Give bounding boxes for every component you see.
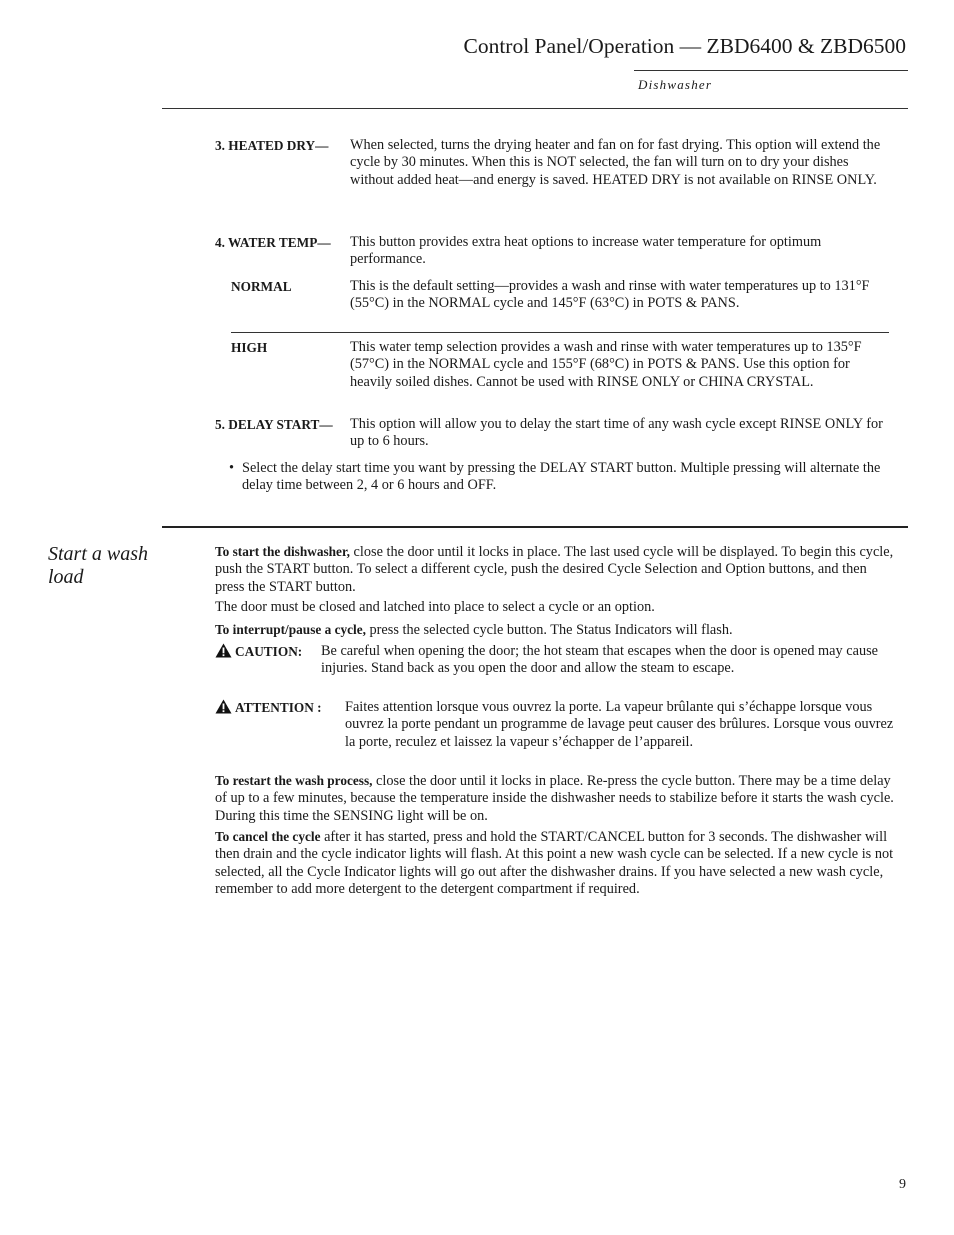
caution-block (215, 643, 895, 678)
option-text: When selected, turns the drying heater and fan on for fast drying. This option will extend the cycle by 30 minutes. When this is NOT selected, the fan will turn on to dry your dishes without added heat—and energy is saved. HEATED DRY is not available on RINSE ONLY. (350, 137, 881, 188)
attention-label-wrap (215, 699, 322, 716)
section-divider-thick (162, 526, 908, 528)
caution-text: Be careful when opening the door; the hot steam that escapes when the door is opened may cause injuries. Stand back as you open the door and allow the steam to escape. (321, 643, 878, 677)
bullet-dot: • (229, 460, 235, 476)
section-heading: Start a wash load (48, 543, 149, 588)
para-text: after it has started, press and hold the START/CANCEL button for 3 seconds. The dishwasher will then drain and the cycle indicator lights will flash. At this point a new wash cycle can be selected. If a new cycle is not selected, all the Cycle Indicator lights will go out after the dishwasher drains. If you have selected a new wash cycle, remember to add more detergent to the detergent compartment if required. (215, 829, 894, 897)
caution-label: CAUTION: (235, 644, 303, 659)
para-lead: To start the dishwasher, (215, 544, 350, 559)
page-number: 9 (899, 1177, 906, 1192)
option-text: This option will allow you to delay the start time of any wash cycle except RINSE ONLY for up to 6 hours. (350, 416, 883, 450)
para-text: press the selected cycle button. The Status Indicators will flash. (365, 622, 733, 638)
sub-option-label: HIGH (231, 340, 268, 355)
delay-start-bullet (229, 460, 894, 495)
para-cancel (215, 828, 895, 898)
option-heated-dry (215, 137, 895, 189)
sub-option-divider (231, 332, 889, 333)
sub-option-text: This water temp selection provides a wash and rinse with water temperatures up to 135°F (57°C) in the NORMAL cycle and 155°F (68°C) in POTS & PANS. Use this option for heavily soiled dishes. Cannot be used with RINSE ONLY or CHINA CRYSTAL. (350, 339, 862, 390)
attention-text: Faites attention lorsque vous ouvrez la porte. La vapeur brûlante qui s’échappe lorsque vous ouvrez la porte pendant un programme de lavage peut causer des brûlures. Lorsque vous ouvrez la porte, reculez et laissez la vapeur s’échapper de l’appareil. (345, 699, 894, 750)
water-temp-high (231, 339, 891, 391)
option-water-temp (215, 234, 895, 269)
option-delay-start (215, 416, 895, 451)
para-interrupt (215, 621, 895, 639)
bullet-text: Select the delay start time you want by pressing the DELAY START button. Multiple pressing will alternate the delay time between 2, 4 or 6 hours and OFF. (242, 460, 881, 494)
warning-triangle-icon (215, 699, 232, 714)
page-subtitle: Dishwasher (638, 77, 713, 92)
page-title: Control Panel/Operation — ZBD6400 & ZBD6500 (463, 34, 906, 58)
water-temp-normal (231, 278, 891, 313)
para-lead: To restart the wash process, (215, 773, 373, 788)
sub-option-text: This is the default setting—provides a wash and rinse with water temperatures up to 131°F (55°C) in the NORMAL cycle and 145°F (63°C) in POTS & PANS. (350, 278, 870, 312)
caution-label-wrap (215, 643, 302, 660)
header-rule (634, 70, 908, 71)
warning-triangle-icon (215, 643, 232, 658)
para-text: close the door until it locks in place. Re-press the cycle button. There may be a time delay of up to a few minutes, because the temperature inside the dishwasher needs to stabilize before it starts the wash cycle. During this time the SENSING light will be on. (215, 773, 894, 824)
option-label: 5. DELAY START— (215, 417, 333, 432)
option-label: 3. HEATED DRY— (215, 138, 329, 153)
section-divider (162, 108, 908, 109)
para-start-dishwasher (215, 543, 895, 596)
para-text: close the door until it locks in place. The last used cycle will be displayed. To begin this cycle, push the START button. To select a different cycle, push the desired Cycle Selection and Option buttons, and then press the START button. (215, 544, 894, 595)
para-lead: To cancel the cycle (215, 829, 321, 844)
para-door-closed (215, 599, 895, 616)
option-label: 4. WATER TEMP— (215, 235, 331, 250)
attention-block (215, 699, 895, 751)
option-text: This button provides extra heat options to increase water temperature for optimum performance. (350, 234, 822, 268)
sub-option-label: NORMAL (231, 279, 292, 294)
para-text: The door must be closed and latched into place to select a cycle or an option. (215, 599, 655, 615)
attention-label: ATTENTION : (235, 700, 322, 715)
para-restart (215, 772, 895, 825)
para-lead: To interrupt/pause a cycle, (215, 622, 366, 637)
